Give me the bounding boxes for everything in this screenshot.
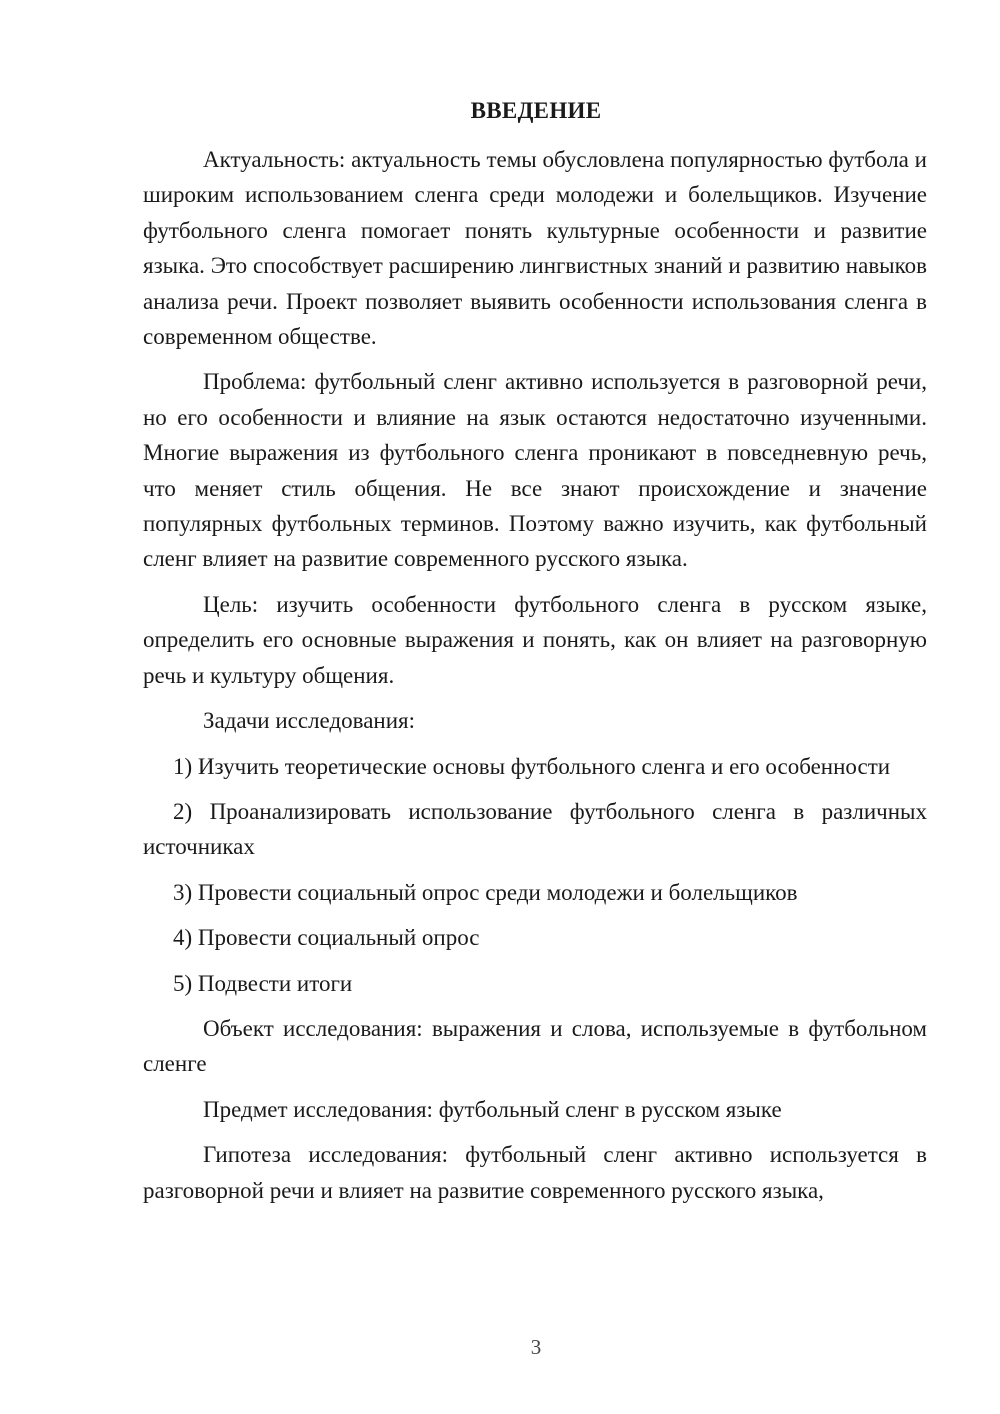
task-number: 5) <box>173 970 193 996</box>
task-number: 3) <box>173 879 193 905</box>
task-item-2 <box>143 794 927 865</box>
task-text: Провести социальный опрос среди молодежи и болельщиков <box>197 879 798 905</box>
task-number: 2) <box>173 798 193 824</box>
task-number: 1) <box>173 753 193 779</box>
paragraph-relevance: Актуальность: актуальность темы обусловлена популярностью футбола и широким использованием сленга среди молодежи и болельщиков. Изучение футбольного сленга помогает понять культурные особенности и развитие языка. Это способствует расширению лингвистных знаний и развитию навыков анализа речи. Проект позволяет выявить особенности использования сленга в современном обществе. <box>143 147 927 350</box>
paragraph-hypothesis: Гипотеза исследования: футбольный сленг активно используется в разговорной речи и влияет на развитие современного русского языка, <box>143 1142 927 1203</box>
paragraph-subject: Предмет исследования: футбольный сленг в русском языке <box>203 1096 782 1122</box>
section-heading: ВВЕДЕНИЕ <box>470 98 602 123</box>
task-item-5 <box>143 966 927 1001</box>
paragraph-problem: Проблема: футбольный сленг активно используется в разговорной речи, но его особенности и влияние на язык остаются недостаточно изученными. Многие выражения из футбольного сленга проникают в повседневную речь, что меняет стиль общения. Не все знают происхождение и значение популярных футбольных терминов. Поэтому важно изучить, как футбольный сленг влияет на развитие современного русского языка. <box>143 369 927 572</box>
task-text: Подвести итоги <box>197 970 353 996</box>
task-number: 4) <box>173 925 193 951</box>
task-text: Изучить теоретические основы футбольного сленга и его особенности <box>197 753 891 779</box>
page-number: 3 <box>530 1335 542 1359</box>
paragraph-object: Объект исследования: выражения и слова, используемые в футбольном сленге <box>143 1015 927 1077</box>
task-item-4 <box>143 920 927 955</box>
task-item-3 <box>143 875 927 910</box>
task-item-1 <box>143 749 927 784</box>
task-text: Провести социальный опрос <box>197 925 480 951</box>
document-body <box>143 142 927 1218</box>
paragraph-goal: Цель: изучить особенности футбольного сленга в русском языке, определить его основные выражения и понять, как он влияет на разговорную речь и культуру общения. <box>143 591 927 688</box>
task-text: Проанализировать использование футбольного сленга в различных источниках <box>143 798 927 860</box>
paragraph-tasks-intro: Задачи исследования: <box>203 708 416 734</box>
